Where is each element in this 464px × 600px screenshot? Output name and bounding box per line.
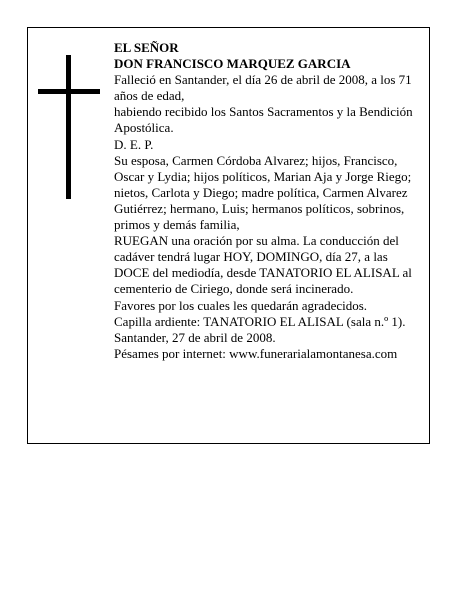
funeral-request: RUEGAN una oración por su alma. La conducción del cadáver tendrá lugar HOY, DOMINGO, día 27, a las DOCE del mediodía, desde TANATORIO EL ALISAL al cementerio de Ciriego, donde será incinerado. [114, 233, 412, 297]
obituary-notice [27, 27, 430, 444]
notice-title: EL SEÑOR [114, 40, 179, 55]
chapel-line: Capilla ardiente: TANATORIO EL ALISAL (sala n.º 1). [114, 313, 406, 329]
sacraments-line: habiendo recibido los Santos Sacramentos y la Bendición Apostólica. [114, 104, 413, 136]
family-list: Su esposa, Carmen Córdoba Alvarez; hijos, Francisco, Oscar y Lydia; hijos políticos, Marian Aja y Jorge Riego; nietos, Carlota y Diego; madre política, Carmen Alvarez Gutiérrez; hermano, Luis; hermanos políticos, sobrinos, primos y demás familia, [114, 152, 412, 233]
cross-horizontal-bar [38, 89, 100, 94]
date-line: Santander, 27 de abril de 2008. [114, 329, 276, 345]
condolences-line: Pésames por internet: www.funerarialamontanesa.com [114, 345, 398, 361]
cross-icon [38, 55, 100, 199]
death-details: Falleció en Santander, el día 26 de abril de 2008, a los 71 años de edad, [114, 72, 412, 104]
notice-text [114, 40, 422, 362]
cross-vertical-bar [66, 55, 71, 199]
thanks-line: Favores por los cuales les quedarán agradecidos. [114, 297, 368, 313]
dep-line: D. E. P. [114, 136, 154, 152]
deceased-name: DON FRANCISCO MARQUEZ GARCIA [114, 56, 351, 72]
